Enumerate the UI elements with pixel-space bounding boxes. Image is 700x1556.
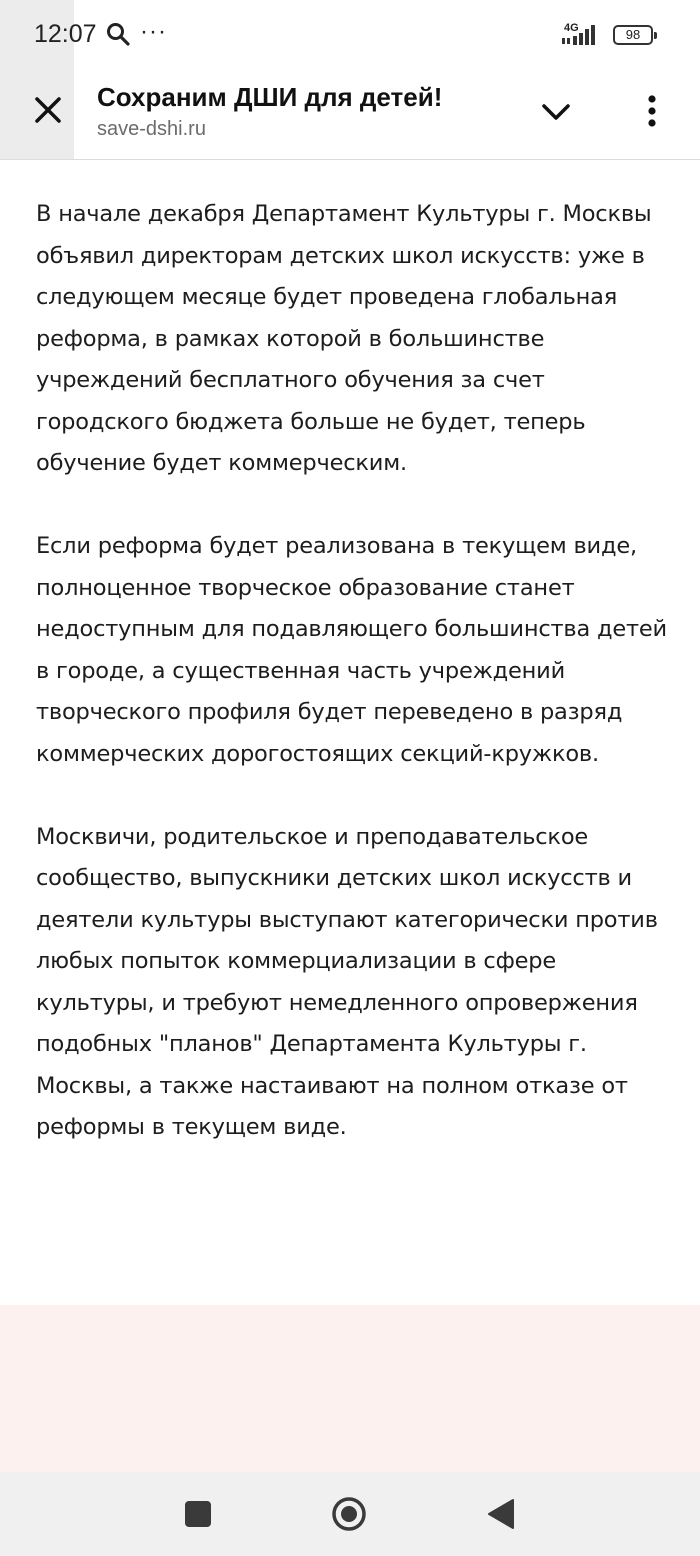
recent-apps-icon[interactable] [185,1501,211,1527]
article-paragraph: Если реформа будет реализована в текущем виде, полноценное творческое образование станет недоступным для подавляющего большинства детей в городе, а существенная часть учреждений творческого профиля будет переведено в разряд коммерческих дорогостоящих секций-кружков. [36,533,667,767]
status-time: 12:07 [34,20,97,48]
footer-band [0,1305,700,1472]
page-url: save-dshi.ru [97,118,206,140]
article-content [36,194,676,1190]
status-bar [0,0,700,70]
search-icon [106,22,130,50]
chevron-down-icon[interactable] [538,96,574,128]
close-icon[interactable] [34,96,62,124]
more-dots-icon: ··· [140,18,167,45]
page-title: Сохраним ДШИ для детей! [97,82,443,112]
article-paragraph: Москвичи, родительское и преподавательское сообщество, выпускники детских школ искусств и деятели культуры выступают категорически против любых попыток коммерциализации в сфере культуры, и требуют немедленного опровержения подобных "планов" Департамента Культуры г. Москвы, а также настаивают на полном отказе от реформы в текущем виде. [36,823,658,1140]
home-icon[interactable] [331,1496,367,1536]
battery-icon: 98 [613,25,653,45]
kebab-menu-icon[interactable] [640,94,664,130]
back-icon[interactable] [487,1498,515,1534]
signal-icon [562,24,604,50]
network-label: 4G [564,22,579,34]
article-paragraph: В начале декабря Департамент Культуры г. Москвы объявил директорам детских школ искусств: уже в следующем месяце будет проведена глобальная реформа, в рамках которой в большинстве учреждений бесплатного обучения за счет городского бюджета больше не будет, теперь обучение будет коммерческим. [36,201,652,476]
